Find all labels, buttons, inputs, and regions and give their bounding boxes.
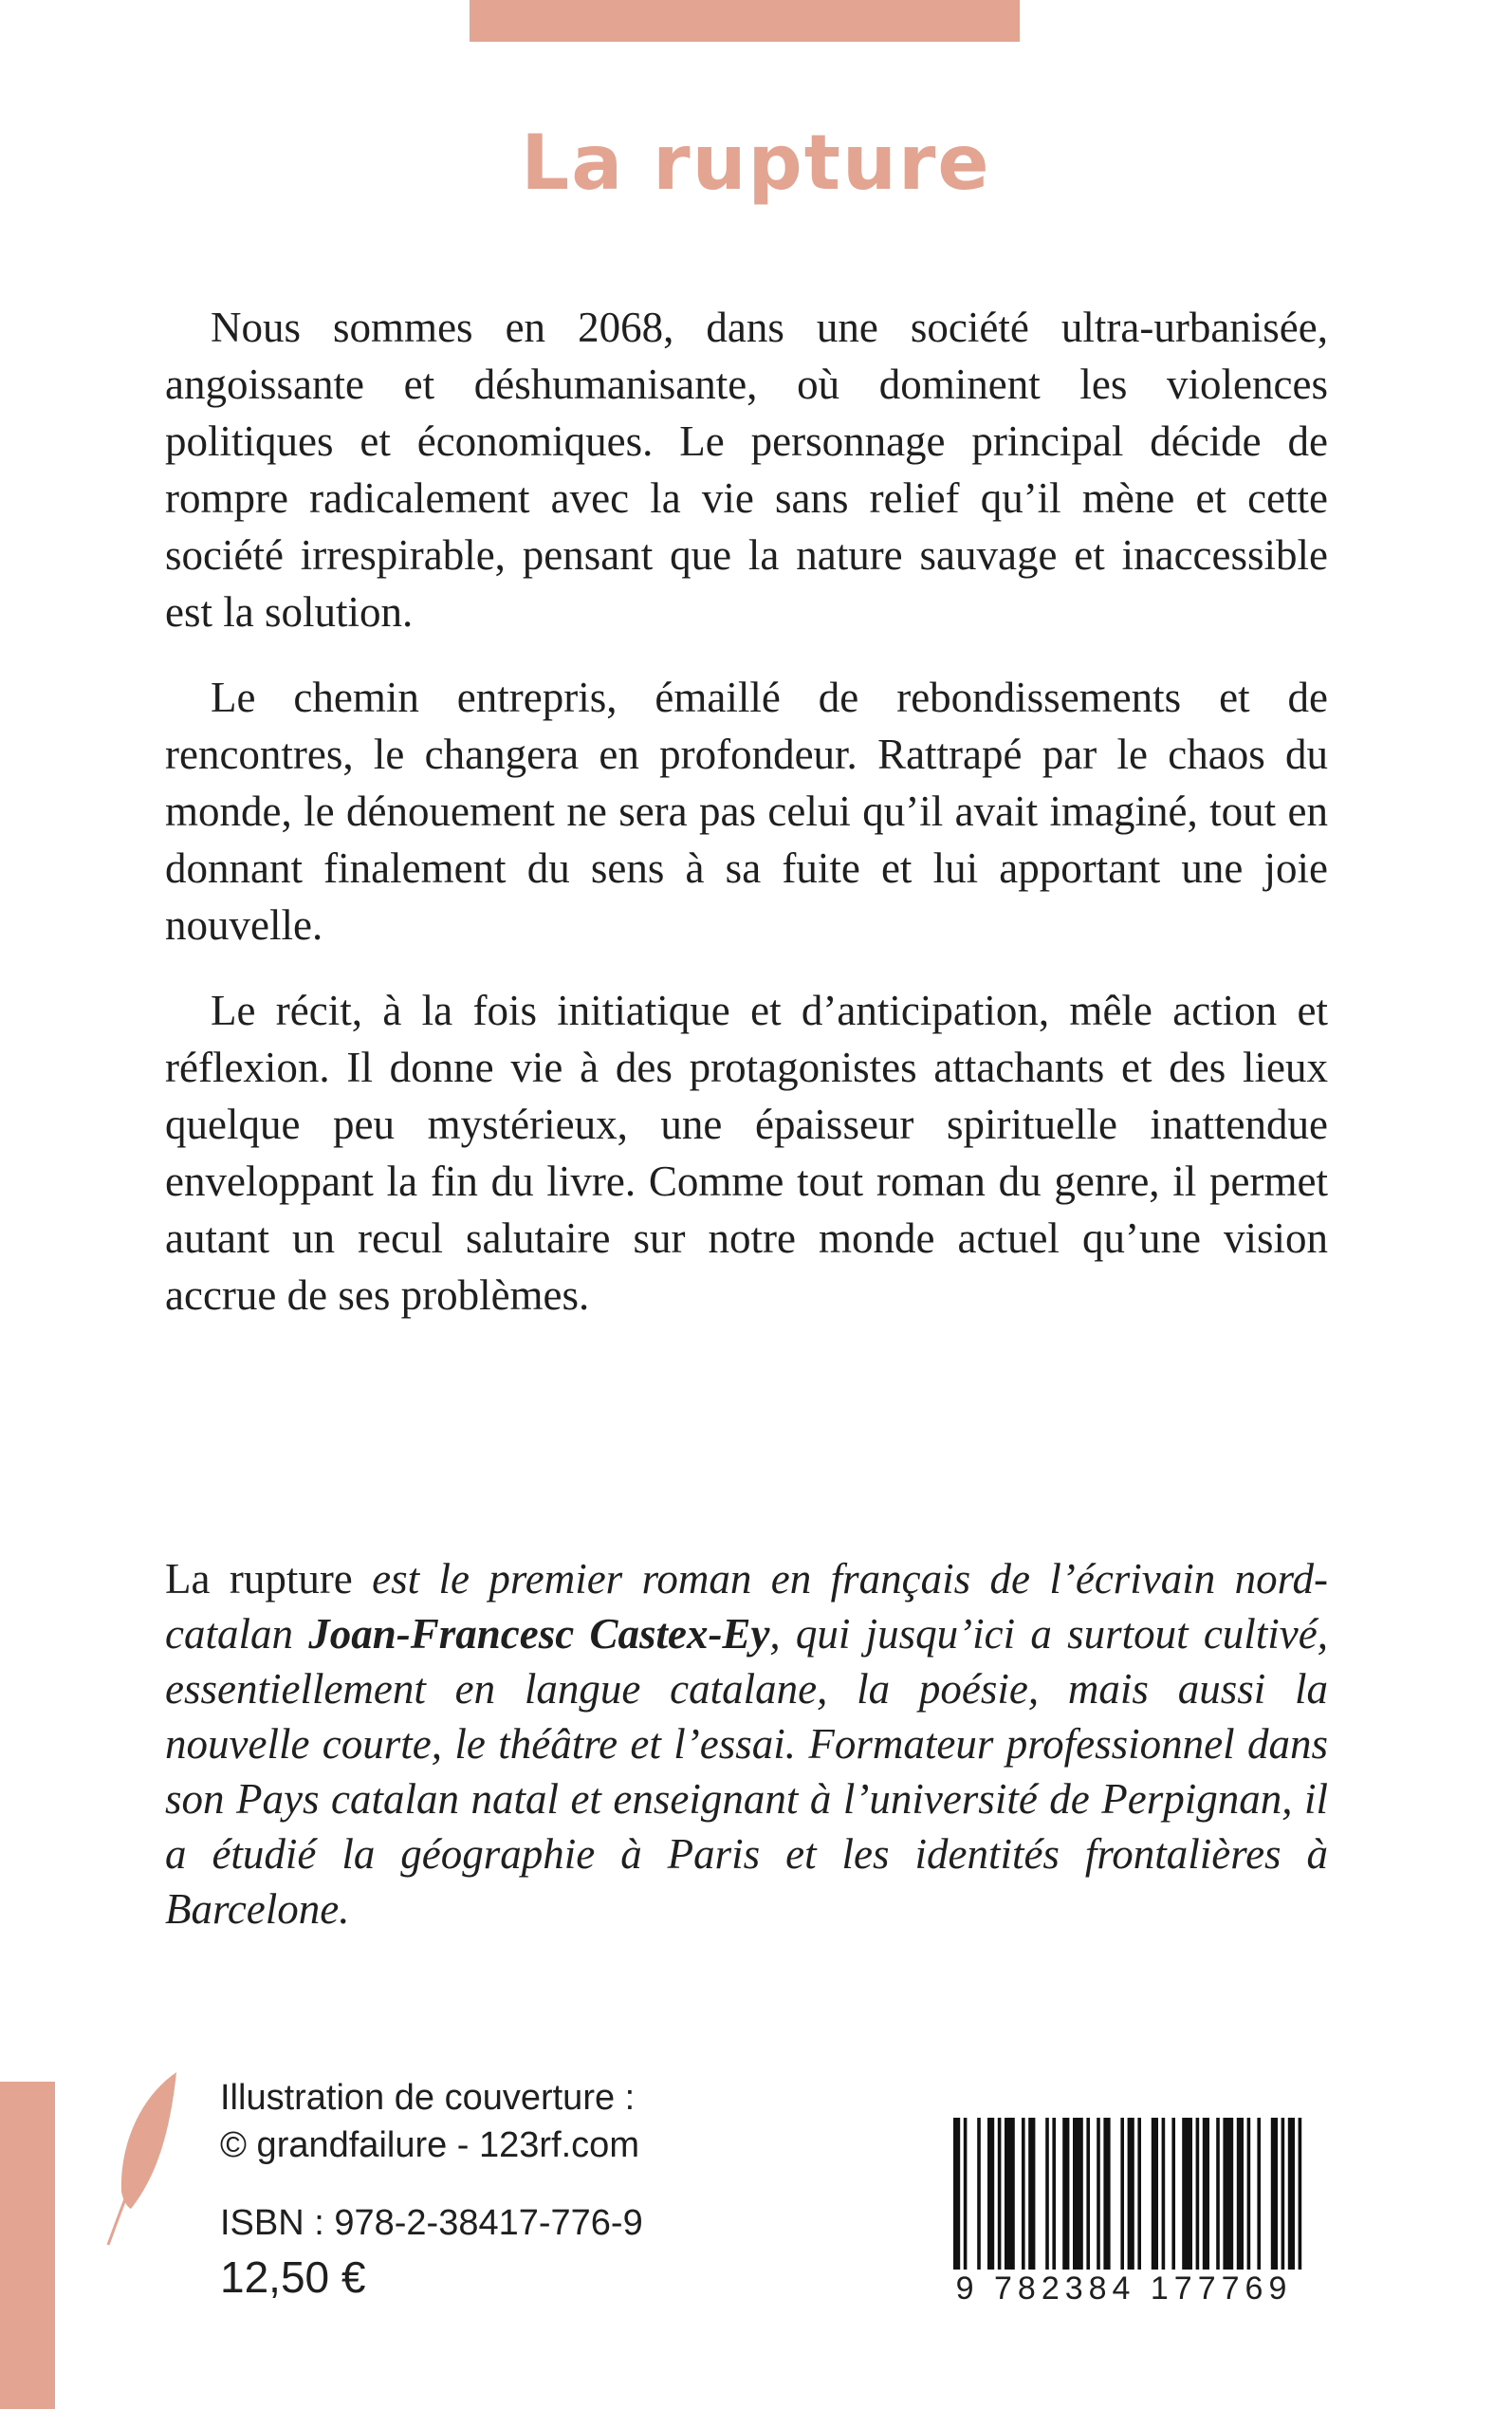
barcode-bar bbox=[1257, 2118, 1261, 2279]
barcode-bar bbox=[1182, 2118, 1192, 2279]
summary-paragraph-3: Le récit, à la fois initiatique et d’anticipation, mêle action et réflexion. Il donne vie à des protagonistes attachants et des lieux quelque peu mystérieux, une épaisseur spirituelle inattendue enveloppant la fin du livre. Comme tout roman du genre, il permet autant un recul salutaire sur notre monde actuel qu’une vision accrue de ses problèmes. bbox=[165, 987, 1328, 1319]
barcode-bar bbox=[1196, 2118, 1200, 2279]
barcode-bar bbox=[1223, 2118, 1233, 2279]
side-accent-bar bbox=[0, 2082, 55, 2409]
feather-shaft bbox=[108, 2082, 173, 2245]
price: 12,50 € bbox=[220, 2252, 366, 2302]
barcode-bar bbox=[1282, 2118, 1285, 2279]
barcode-bar bbox=[1128, 2118, 1134, 2279]
barcode-bar bbox=[1137, 2118, 1141, 2279]
bio-text-part-2: , qui jusqu’ici a surtout cultivé, essentiellement en langue catalane, la poésie, mais aussi la nouvelle courte, le théâtre et l’essai. Formateur professionnel dans son Pays catalan natal et enseignant à l’université de Perpignan, il a étudié la géographie à Paris et les identités frontalières à Barcelone. bbox=[165, 1610, 1328, 1933]
barcode-bar bbox=[1073, 2118, 1083, 2279]
barcode-bar bbox=[1271, 2118, 1278, 2279]
barcode-icon bbox=[925, 2118, 1323, 2279]
bio-author-name: Joan-Francesc Castex-Ey bbox=[308, 1610, 770, 1658]
barcode-bar bbox=[1216, 2118, 1220, 2279]
barcode-bar bbox=[1120, 2118, 1124, 2279]
barcode-bar bbox=[1052, 2118, 1056, 2279]
barcode-bar bbox=[1022, 2118, 1025, 2279]
barcode-bar bbox=[1103, 2118, 1110, 2279]
barcode-bar bbox=[987, 2118, 994, 2279]
barcode-bar bbox=[1152, 2118, 1158, 2279]
barcode-bar bbox=[1203, 2118, 1209, 2279]
isbn-number: ISBN : 978-2-38417-776-9 bbox=[220, 2203, 643, 2243]
barcode-bar bbox=[977, 2118, 981, 2279]
barcode-bar bbox=[1028, 2118, 1035, 2279]
barcode-bar bbox=[1288, 2118, 1295, 2279]
barcode-bar bbox=[1062, 2118, 1069, 2279]
credit-line-1: Illustration de couverture : bbox=[220, 2078, 636, 2118]
feather-icon bbox=[102, 2068, 188, 2249]
summary-paragraph-2: Le chemin entrepris, émaillé de rebondissements et de rencontres, le changera en profondeur. Rattrapé par le chaos du monde, le dénouement ne sera pas celui qu’il avait imaginé, tout en donnant finalement du sens à sa fuite et lui apportant une joie nouvelle. bbox=[165, 674, 1328, 949]
barcode-bar bbox=[1086, 2118, 1090, 2279]
barcode-bar bbox=[1045, 2118, 1049, 2279]
barcode-bar bbox=[1097, 2118, 1100, 2279]
top-accent-bar bbox=[470, 0, 1020, 42]
credit-line-2: © grandfailure - 123rf.com bbox=[220, 2125, 639, 2165]
barcode bbox=[925, 2118, 1323, 2312]
barcode-bar bbox=[1247, 2118, 1251, 2279]
barcode-bar bbox=[1005, 2118, 1015, 2279]
barcode-bar bbox=[1171, 2118, 1175, 2279]
barcode-digits: 9 782384 177769 bbox=[925, 2270, 1323, 2307]
barcode-bar bbox=[1299, 2118, 1302, 2279]
cover-illustration-credit bbox=[220, 2074, 639, 2169]
author-bio bbox=[165, 1551, 1328, 1936]
bio-text-part-1: est le premier roman en français de l’écrivain nord-catalan bbox=[165, 1555, 1328, 1658]
summary-paragraph-1: Nous sommes en 2068, dans une société ultra-urbanisée, angoissante et déshumanisante, où dominent les violences politiques et économiques. Le personnage principal décide de rompre radicalement avec la vie sans relief qu’il mène et cette société irrespirable, pensant que la nature sauvage et inaccessible est la solution. bbox=[165, 304, 1328, 636]
barcode-bar bbox=[964, 2118, 968, 2279]
book-title: La rupture bbox=[521, 119, 991, 207]
barcode-bar bbox=[953, 2118, 960, 2279]
barcode-bar bbox=[998, 2118, 1002, 2279]
book-summary bbox=[165, 299, 1328, 1352]
barcode-bar bbox=[1162, 2118, 1166, 2279]
bio-book-title: La rupture bbox=[165, 1555, 353, 1603]
barcode-bar bbox=[1237, 2118, 1244, 2279]
